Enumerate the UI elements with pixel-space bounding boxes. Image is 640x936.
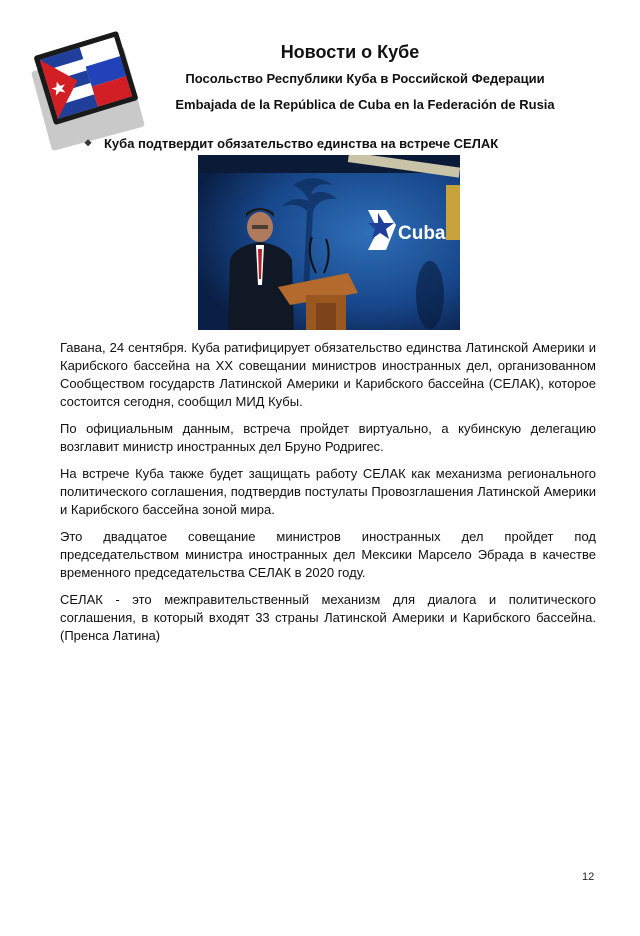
article-headline <box>84 136 498 151</box>
paragraph-4: Это двадцатое совещание министров иностранных дел пройдет под председательством министра иностранных дел Мексики Марсело Эбрада в качестве временного председательства СЕЛАК в 2020 году. <box>60 529 596 580</box>
paragraph-3: На встрече Куба также будет защищать работу СЕЛАК как механизма регионального политического соглашения, подтвердив постулаты Провозглашения Латинской Америки и Карибского бассейна зоной мира. <box>60 466 596 517</box>
embassy-name-ru: Посольство Республики Куба в Российской Федерации <box>185 71 545 86</box>
paragraph-1: Гавана, 24 сентября. Куба ратифицирует обязательство единства Латинской Америки и Карибского бассейна на XX совещании министров иностранных дел, организованном Сообществом государств Латинской Америки и Карибского бассейна (СЕЛАК), которое состоится сегодня, сообщил МИД Кубы. <box>60 340 596 409</box>
page-title: Новости о Кубе <box>280 42 420 62</box>
article-photo <box>198 155 460 330</box>
headline-text: Куба подтвердит обязательство единства на встрече СЕЛАК <box>104 136 499 151</box>
photo-sign-text: Cuba <box>398 223 446 244</box>
cuba-russia-flag-logo <box>36 34 144 142</box>
paragraph-2: По официальным данным, встреча пройдет виртуально, а кубинскую делегацию возглавит министр иностранных дел Бруно Родригес. <box>60 421 596 454</box>
paragraph-5: СЕЛАК - это межправительственный механизм для диалога и политического соглашения, в который входят 33 страны Латинской Америки и Карибского бассейна. (Пренса Латина) <box>60 592 596 643</box>
article-body <box>60 339 596 654</box>
diamond-bullet-icon: ❖ <box>84 138 93 148</box>
page-number: 12 <box>582 871 595 883</box>
embassy-name-es: Embajada de la República de Cuba en la Federación de Rusia <box>175 97 555 112</box>
